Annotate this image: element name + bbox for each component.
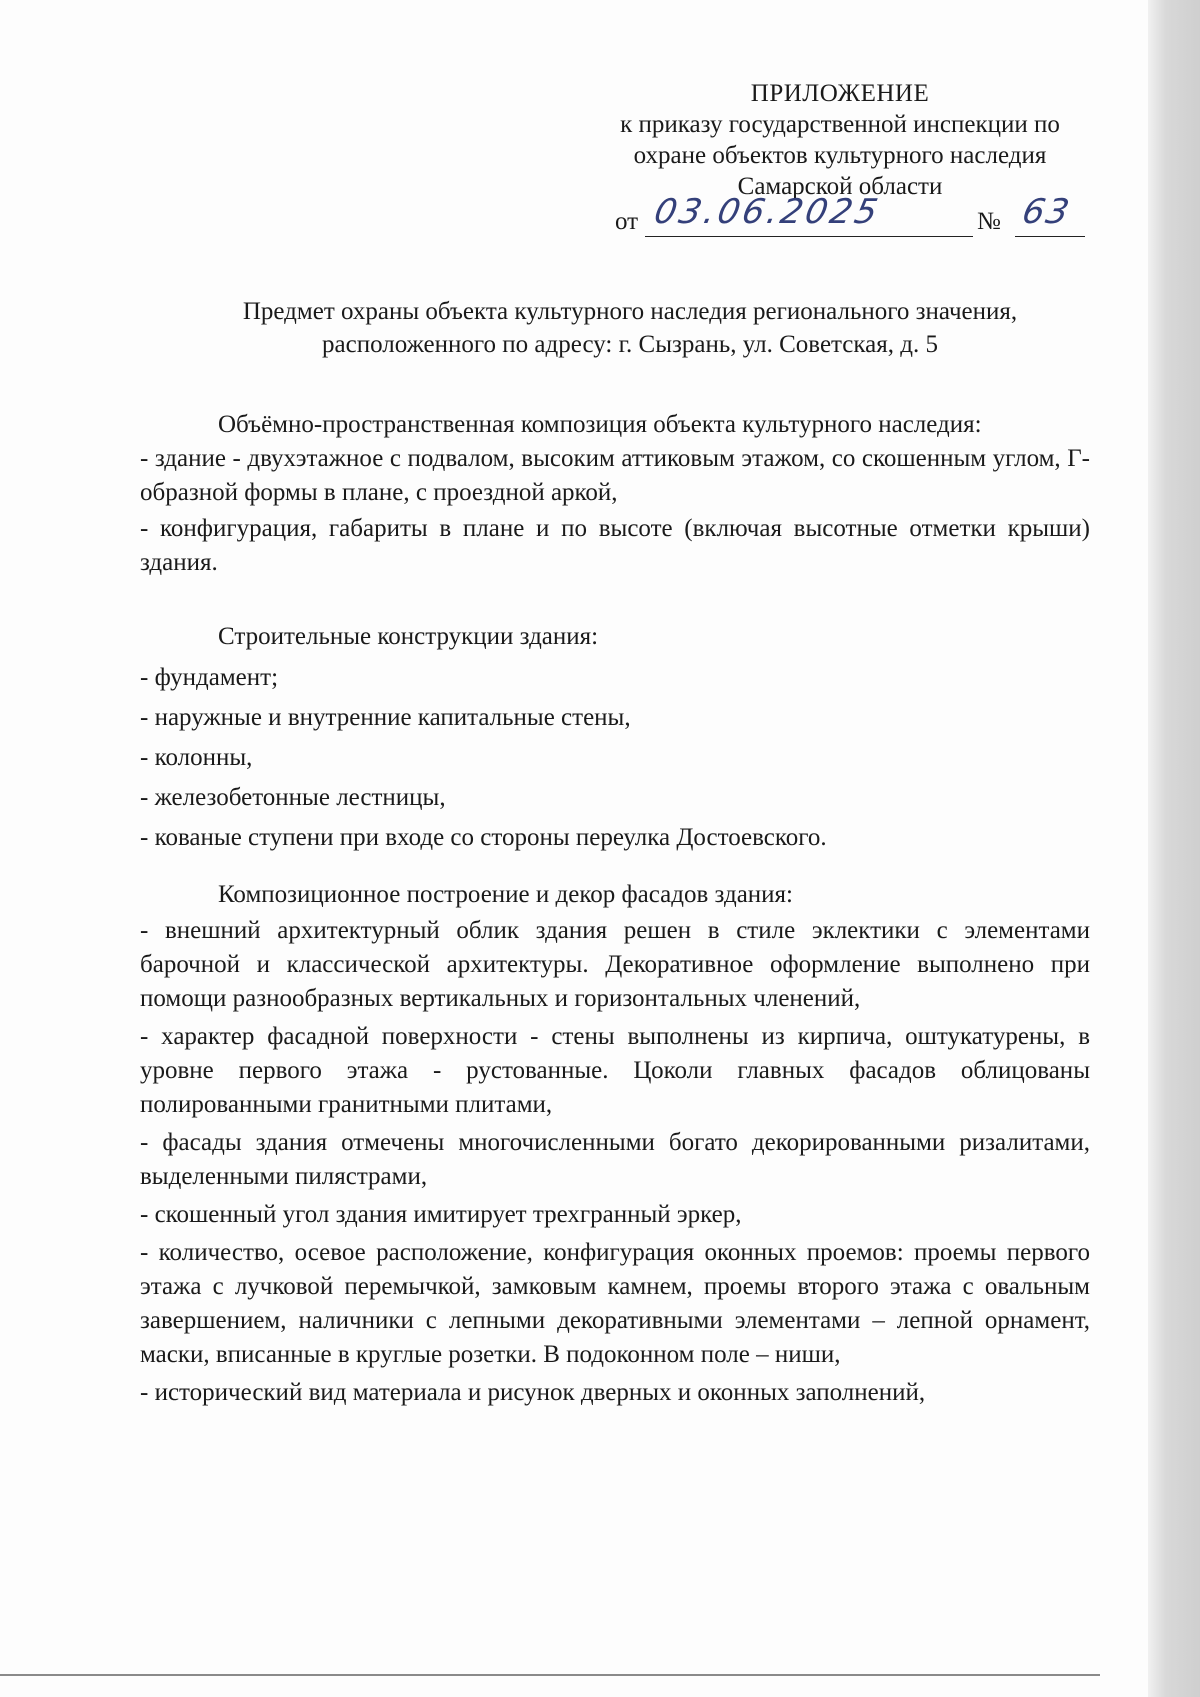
date-label: от [615,208,639,235]
page-bottom-edge [0,1674,1100,1676]
list-item: - железобетонные лестницы, [140,784,446,811]
list-item: - скошенный угол здания имитирует трехгранный эркер, [140,1201,742,1228]
appendix-line-1: к приказу государственной инспекции по [620,111,1060,138]
appendix-line-2: охране объектов культурного наследия [633,142,1047,169]
appendix-header [580,78,1100,202]
list-item: - колонны, [140,744,253,771]
appendix-line-3: Самарской области [737,173,943,200]
section-structures [140,620,1090,860]
order-date-number-line [615,192,1075,238]
list-item: - исторический вид материала и рисунок дверных и оконных заполнений, [140,1379,926,1406]
list-item: - количество, осевое расположение, конфигурация оконных проемов: проемы первого этажа с лучковой перемычкой, замковым камнем, проемы второго этажа с овальным завершением, наличники с лепными декоративными элементами – лепной орнамент, маски, вписанные в круглые розетки. В подоконном поле – ниши, [140,1239,1090,1368]
handwritten-number: 63 [1018,192,1075,232]
list-item: - фасады здания отмечены многочисленными богато декорированными ризалитами, выделенными пилястрами, [140,1129,1090,1190]
section-heading: Объёмно-пространственная композиция объекта культурного наследия: [218,411,982,438]
scan-page-edge [1148,0,1200,1697]
list-item: - внешний архитектурный облик здания решен в стиле эклектики с элементами барочной и классической архитектуры. Декоративное оформление выполнено при помощи разнообразных вертикальных и горизонтальных членений, [140,917,1090,1012]
list-item: - характер фасадной поверхности - стены выполнены из кирпича, оштукатурены, в уровне первого этажа - рустованные. Цоколи главных фасадов облицованы полированными гранитными плитами, [140,1023,1090,1118]
document-title [150,295,1110,361]
date-field [645,192,973,237]
list-item: - конфигурация, габариты в плане и по высоте (включая высотные отметки крыши) здания. [140,515,1090,576]
number-label: № [977,208,1001,235]
list-item: - здание - двухэтажное с подвалом, высоким аттиковым этажом, со скошенным углом, Г-образной формы в плане, с проездной аркой, [140,445,1090,506]
appendix-title: ПРИЛОЖЕНИЕ [750,80,930,107]
document-title-line-1: Предмет охраны объекта культурного наследия регионального значения, [242,298,1018,325]
number-field [1015,192,1085,237]
section-heading: Композиционное построение и декор фасадов здания: [218,881,793,908]
section-heading: Строительные конструкции здания: [218,623,599,650]
handwritten-date: 03.06.2025 [650,192,884,232]
section-volume-composition [140,408,1090,580]
section-facades [140,878,1090,1414]
list-item: - фундамент; [140,664,279,691]
document-title-line-2: расположенного по адресу: г. Сызрань, ул. Советская, д. 5 [322,331,938,358]
list-item: - наружные и внутренние капитальные стены, [140,704,631,731]
list-item: - кованые ступени при входе со стороны переулка Достоевского. [140,824,827,851]
